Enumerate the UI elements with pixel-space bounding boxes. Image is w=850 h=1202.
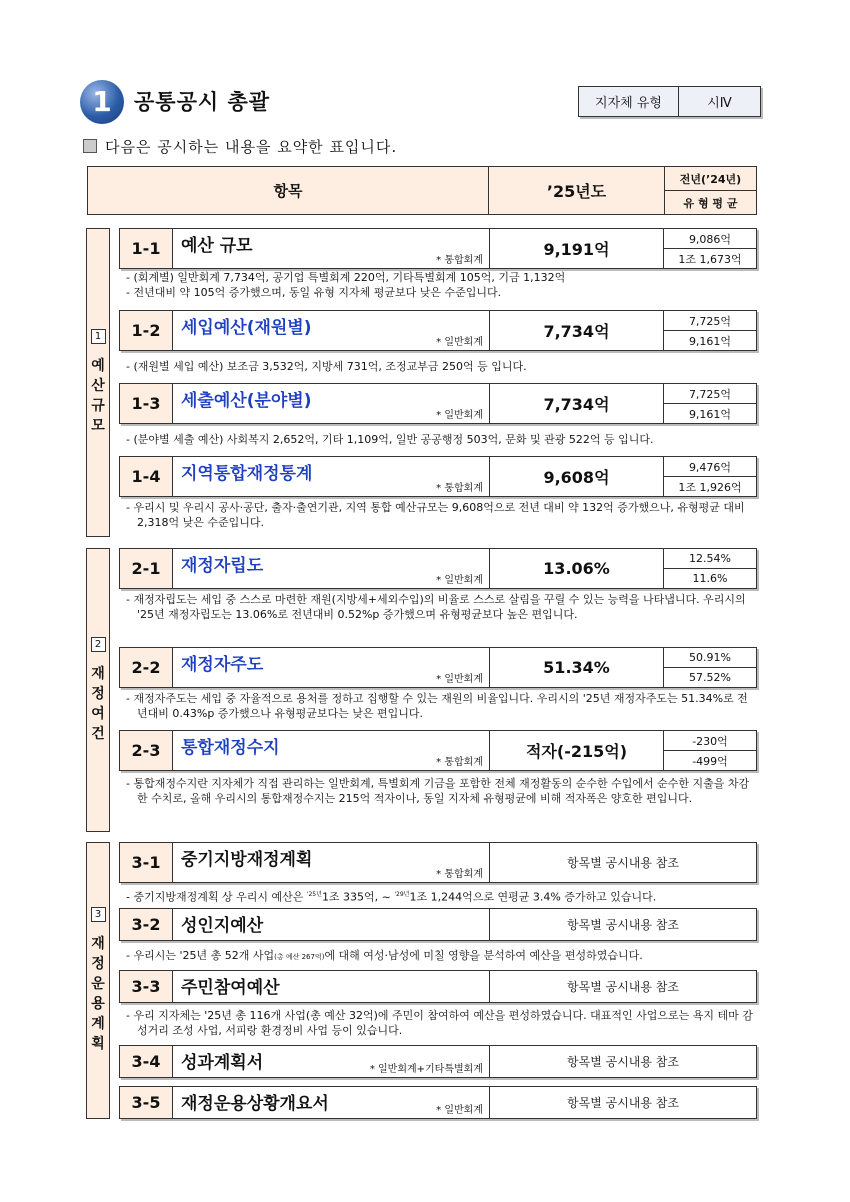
row-account: * 통합회계 xyxy=(436,869,483,880)
note-2-3: - 통합재정수지란 지자체가 직접 관리하는 일반회계, 특별회계 기금을 포함한 전체 재정활동의 순수한 수입에서 순수한 지출을 차감한 수치로, 올해 우리시의 통합재정수지는 215억 적자이나, 동일 지자체 유형평균에 비해 적자폭은 양호한 편입니다. xyxy=(126,777,750,805)
row-name: 성과계획서 xyxy=(181,1053,264,1073)
row-prev-year: 9,476억 xyxy=(664,457,756,477)
row-account: * 일반회계 xyxy=(436,674,483,685)
row-name: 통합재정수지 xyxy=(181,738,280,758)
row-2-2 xyxy=(119,647,757,688)
row-name: 성인지예산 xyxy=(181,916,264,936)
section-number: 3 xyxy=(91,907,106,922)
note-2-2: - 재정자주도는 세입 중 자율적으로 용처를 정하고 집행할 수 있는 재원의 비율입니다. 우리시의 '25년 재정자주도는 51.34%로 전년대비 0.43%p 증가했으나 유형평균보다는 낮은 편입니다. xyxy=(126,692,748,720)
row-type-average: 57.52% xyxy=(689,671,731,684)
row-3-2 xyxy=(119,908,757,941)
header-type-average: 유 형 평 균 xyxy=(683,196,738,210)
row-3-3 xyxy=(119,970,757,1003)
row-1-4 xyxy=(119,456,757,497)
section-label-budget xyxy=(86,228,110,537)
row-type-average: 1조 1,926억 xyxy=(678,480,742,494)
header-year: ’25년도 xyxy=(489,167,665,214)
row-type-average: 11.6% xyxy=(692,572,728,585)
row-name: 재정자립도 xyxy=(181,556,264,576)
note-3-3: - 우리 지자체는 '25년 총 116개 사업(총 예산 32억)에 주민이 참여하여 예산을 편성하였습니다. 대표적인 사업으로는 욕지 테마 감성거리 조성 사업, 서피랑 환경정비 사업 등이 있습니다. xyxy=(126,1009,753,1037)
row-2-1 xyxy=(119,548,757,589)
row-prev-year: 9,086억 xyxy=(664,229,756,249)
row-code: 2-3 xyxy=(120,731,173,770)
row-type-average: 9,161억 xyxy=(688,334,732,348)
row-reference: 항목별 공시내용 참조 xyxy=(567,918,679,932)
note-3-1: - 중기지방재정계획 상 우리시 예산은 $^{'25년}$1조 335억, ~ $^{'29년}$1조 1,244억으로 연평균 3.4% 증가하고 있습니다. xyxy=(126,890,657,904)
row-name: 세출예산(분야별) xyxy=(181,391,312,411)
row-type-average: 9,161억 xyxy=(688,407,732,421)
row-code: 3-4 xyxy=(120,1046,173,1077)
row-value: 9,191억 xyxy=(490,229,664,268)
note-1-3: - (분야별 세출 예산) 사회복지 2,652억, 기타 1,109억, 일반 공공행정 503억, 문화 및 관광 522억 등 입니다. xyxy=(126,433,654,446)
row-code: 3-2 xyxy=(120,909,173,940)
row-account: * 일반회계+기타특별회계 xyxy=(369,1064,483,1075)
section-number: 1 xyxy=(91,329,106,344)
row-prev-year: 7,725억 xyxy=(664,311,756,331)
row-reference: 항목별 공시내용 참조 xyxy=(567,856,679,870)
municipality-type-label: 지자체 유형 xyxy=(579,87,679,116)
section-title: 예 산 규 모 xyxy=(91,358,105,434)
note-3-2: - 우리시는 '25년 총 52개 사업(총 예산 267억)에 대해 여성·남성에 미칠 영향을 분석하여 예산을 편성하였습니다. xyxy=(126,949,643,962)
row-reference: 항목별 공시내용 참조 xyxy=(567,980,679,994)
municipality-type-value: 시Ⅳ xyxy=(707,96,732,111)
row-account: * 통합회계 xyxy=(436,483,483,494)
row-value: 적자(-215억) xyxy=(490,731,664,770)
section-label-fiscal-plan xyxy=(86,842,110,1119)
row-code: 3-1 xyxy=(120,843,173,882)
row-1-1 xyxy=(119,228,757,269)
row-code: 3-5 xyxy=(120,1087,173,1118)
row-account: * 일반회계 xyxy=(436,337,483,348)
header-prev-year: 전년(’24년) xyxy=(665,167,756,191)
row-code: 1-3 xyxy=(120,384,173,423)
row-code: 2-1 xyxy=(120,549,173,588)
note-1-1: - (회계별) 일반회계 7,734억, 공기업 특별회계 220억, 기타특별회계 105억, 기금 1,132억 - 전년대비 약 105억 증가했으며, 동일 유형 지자체 평균보다 낮은 수준입니다. xyxy=(126,271,566,299)
row-type-average: 1조 1,673억 xyxy=(678,252,742,266)
section-number: 2 xyxy=(91,637,106,652)
row-value: 9,608억 xyxy=(490,457,664,496)
row-name: 주민참여예산 xyxy=(181,978,280,998)
row-code: 3-3 xyxy=(120,971,173,1002)
note-2-1: - 재정자립도는 세입 중 스스로 마련한 재원(지방세+세외수입)의 비율로 스스로 살림을 꾸릴 수 있는 능력을 나타냅니다. 우리시의 '25년 재정자립도는 13.06%로 전년대비 0.52%p 증가했으며 유형평균보다 높은 편입니다. xyxy=(126,593,746,621)
square-bullet-icon xyxy=(83,139,97,153)
row-account: * 일반회계 xyxy=(436,575,483,586)
row-prev-year: -230억 xyxy=(664,731,756,751)
note-1-2: - (재원별 세입 예산) 보조금 3,532억, 지방세 731억, 조정교부금 250억 등 입니다. xyxy=(126,360,527,373)
row-1-2 xyxy=(119,310,757,351)
row-account: * 통합회계 xyxy=(436,255,483,266)
row-1-3 xyxy=(119,383,757,424)
row-name: 지역통합재정통계 xyxy=(181,464,313,484)
table-header xyxy=(87,166,757,215)
row-2-3 xyxy=(119,730,757,771)
row-name: 재정운용상황개요서 xyxy=(181,1094,329,1114)
row-account: * 일반회계 xyxy=(436,1105,483,1116)
row-value: 7,734억 xyxy=(490,311,664,350)
row-value: 51.34% xyxy=(490,648,664,687)
row-reference: 항목별 공시내용 참조 xyxy=(567,1096,679,1110)
row-3-5 xyxy=(119,1086,757,1119)
row-name: 예산 규모 xyxy=(181,236,253,256)
row-prev-year: 12.54% xyxy=(664,549,756,569)
row-account: * 통합회계 xyxy=(436,757,483,768)
row-code: 1-4 xyxy=(120,457,173,496)
note-1-4: - 우리시 및 우리시 공사·공단, 출자·출연기관, 지역 통합 예산규모는 9,608억으로 전년 대비 약 132억 증가했으나, 유형평균 대비 2,318억 낮은 수준입니다. xyxy=(126,501,745,529)
row-code: 1-1 xyxy=(120,229,173,268)
municipality-type-box xyxy=(578,86,761,117)
header-item: 항목 xyxy=(88,167,489,214)
row-reference: 항목별 공시내용 참조 xyxy=(567,1055,679,1069)
row-type-average: -499억 xyxy=(692,754,728,768)
summary-text: 다음은 공시하는 내용을 요약한 표입니다. xyxy=(105,138,398,156)
section-title: 재 정 운 용 계 획 xyxy=(91,936,105,1052)
summary-line xyxy=(83,136,397,157)
row-name: 세입예산(재원별) xyxy=(181,318,312,338)
row-code: 2-2 xyxy=(120,648,173,687)
row-3-1 xyxy=(119,842,757,883)
header-prev xyxy=(665,167,756,214)
row-prev-year: 50.91% xyxy=(664,648,756,668)
section-label-fiscal-condition xyxy=(86,548,110,832)
row-name: 재정자주도 xyxy=(181,655,264,675)
row-name: 중기지방재정계획 xyxy=(181,850,313,870)
section-number-badge: 1 xyxy=(80,80,124,124)
row-value: 7,734억 xyxy=(490,384,664,423)
page-title: 공통공시 총괄 xyxy=(134,90,271,114)
row-account: * 일반회계 xyxy=(436,410,483,421)
section-title: 재 정 여 건 xyxy=(91,665,105,742)
row-value: 13.06% xyxy=(490,549,664,588)
row-prev-year: 7,725억 xyxy=(664,384,756,404)
row-code: 1-2 xyxy=(120,311,173,350)
row-3-4 xyxy=(119,1045,757,1078)
